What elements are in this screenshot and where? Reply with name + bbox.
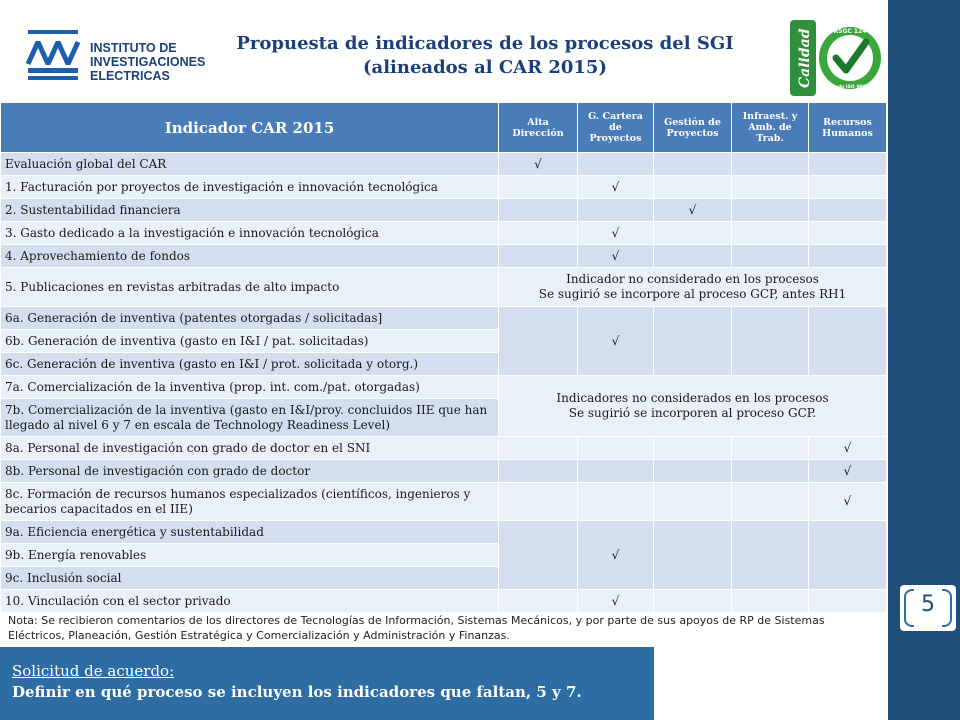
row-label: 9c. Inclusión social bbox=[1, 567, 499, 590]
indicators-table bbox=[0, 102, 887, 613]
header-indicator: Indicador CAR 2015 bbox=[1, 103, 499, 153]
check-mark: √ bbox=[578, 222, 654, 245]
table-row bbox=[1, 590, 887, 613]
footnote: Nota: Se recibieron comentarios de los directores de Tecnologías de Información, Sistemas Mecánicos, y por parte de sus apoyos de RP de Sistemas Eléctricos, Planeación, Gestión Estratégica y Comercialización y Administración y Finanzas. bbox=[8, 614, 825, 642]
check-mark: √ bbox=[578, 245, 654, 268]
note-5-line-1: Indicador no considerado en los procesos bbox=[566, 272, 819, 286]
row-label: 7b. Comercialización de la inventiva (gasto en I&I/proy. concluidos IIE que han llegado al nivel 6 y 7 en escala de Technology Readiness Level) bbox=[1, 399, 499, 437]
row-label: 4. Aprovechamiento de fondos bbox=[1, 245, 499, 268]
logo-line-2: INVESTIGACIONES bbox=[90, 55, 206, 69]
row-label: 8a. Personal de investigación con grado de doctor en el SNI bbox=[1, 437, 499, 460]
note-7-line-1: Indicadores no considerados en los procesos bbox=[556, 391, 829, 405]
header-recursos-humanos: Recursos Humanos bbox=[809, 103, 887, 153]
row-label: 2. Sustentabilidad financiera bbox=[1, 199, 499, 222]
table-row bbox=[1, 199, 887, 222]
header-gestion-proyectos: Gestión de Proyectos bbox=[654, 103, 732, 153]
table-row bbox=[1, 268, 887, 307]
logo-wordmark bbox=[90, 41, 205, 83]
row-label: 10. Vinculación con el sector privado bbox=[1, 590, 499, 613]
row-label: 8c. Formación de recursos humanos especializados (científicos, ingenieros y becarios capacitados en el IIE) bbox=[1, 483, 499, 521]
seal-top-text: RSGC 124 bbox=[833, 28, 867, 35]
check-mark: √ bbox=[578, 176, 654, 199]
request-title: Solicitud de acuerdo: bbox=[12, 662, 175, 680]
table-row bbox=[1, 437, 887, 460]
check-mark: √ bbox=[578, 590, 654, 613]
page-number-box bbox=[900, 585, 956, 631]
row-label: 5. Publicaciones en revistas arbitradas de alto impacto bbox=[1, 268, 499, 307]
row-label: 3. Gasto dedicado a la investigación e innovación tecnológica bbox=[1, 222, 499, 245]
page-number: 5 bbox=[921, 592, 935, 617]
check-mark: √ bbox=[809, 483, 887, 521]
seal-bottom-text: Certificado ISO 9001:2008 bbox=[816, 85, 884, 90]
note-5-line-2: Se sugirió se incorpore al proceso GCP, antes RH1 bbox=[538, 287, 847, 301]
row-label: 6c. Generación de inventiva (gasto en I&I / prot. solicitada y otorg.) bbox=[1, 353, 499, 376]
logo-line-3: ELECTRICAS bbox=[90, 69, 170, 83]
request-body: Definir en qué proceso se incluyen los indicadores que faltan, 5 y 7. bbox=[12, 683, 582, 701]
seal-side-text: Calidad bbox=[797, 28, 813, 88]
page-title bbox=[200, 32, 770, 80]
request-box bbox=[0, 647, 654, 720]
row-label: Evaluación global del CAR bbox=[1, 153, 499, 176]
header-cartera-proyectos: G. Cartera de Proyectos bbox=[578, 103, 654, 153]
row-label: 1. Facturación por proyectos de investigación e innovación tecnológica bbox=[1, 176, 499, 199]
table-row bbox=[1, 376, 887, 399]
check-mark: √ bbox=[654, 199, 732, 222]
title-line-1: Propuesta de indicadores de los procesos del SGI bbox=[236, 33, 734, 54]
iie-logo bbox=[10, 8, 206, 98]
check-mark: √ bbox=[499, 153, 578, 176]
table-header-row bbox=[1, 103, 887, 153]
check-mark: √ bbox=[809, 437, 887, 460]
check-mark: √ bbox=[578, 307, 654, 376]
check-mark: √ bbox=[809, 460, 887, 483]
table-row bbox=[1, 307, 887, 330]
row-label: 8b. Personal de investigación con grado de doctor bbox=[1, 460, 499, 483]
iie-logo-mark-icon bbox=[24, 22, 82, 84]
logo-line-1: INSTITUTO DE bbox=[90, 41, 177, 55]
row-label: 6a. Generación de inventiva (patentes otorgadas / solicitadas] bbox=[1, 307, 499, 330]
note-indicator-5 bbox=[499, 268, 887, 307]
table-row bbox=[1, 483, 887, 521]
row-label: 9b. Energía renovables bbox=[1, 544, 499, 567]
row-label: 6b. Generación de inventiva (gasto en I&I / pat. solicitadas) bbox=[1, 330, 499, 353]
row-label: 7a. Comercialización de la inventiva (prop. int. com./pat. otorgadas) bbox=[1, 376, 499, 399]
table-row bbox=[1, 245, 887, 268]
table-row bbox=[1, 153, 887, 176]
note-indicator-7 bbox=[499, 376, 887, 437]
table-row bbox=[1, 521, 887, 544]
note-7-line-2: Se sugirió se incorporen al proceso GCP. bbox=[568, 406, 817, 420]
check-mark: √ bbox=[578, 521, 654, 590]
table-row bbox=[1, 176, 887, 199]
iso-certification-seal-icon bbox=[788, 16, 884, 100]
header-infraestructura: Infraest. y Amb. de Trab. bbox=[732, 103, 809, 153]
title-line-2: (alineados al CAR 2015) bbox=[363, 57, 607, 78]
table-row bbox=[1, 460, 887, 483]
header-alta-direccion: Alta Dirección bbox=[499, 103, 578, 153]
table-row bbox=[1, 222, 887, 245]
row-label: 9a. Eficiencia energética y sustentabilidad bbox=[1, 521, 499, 544]
